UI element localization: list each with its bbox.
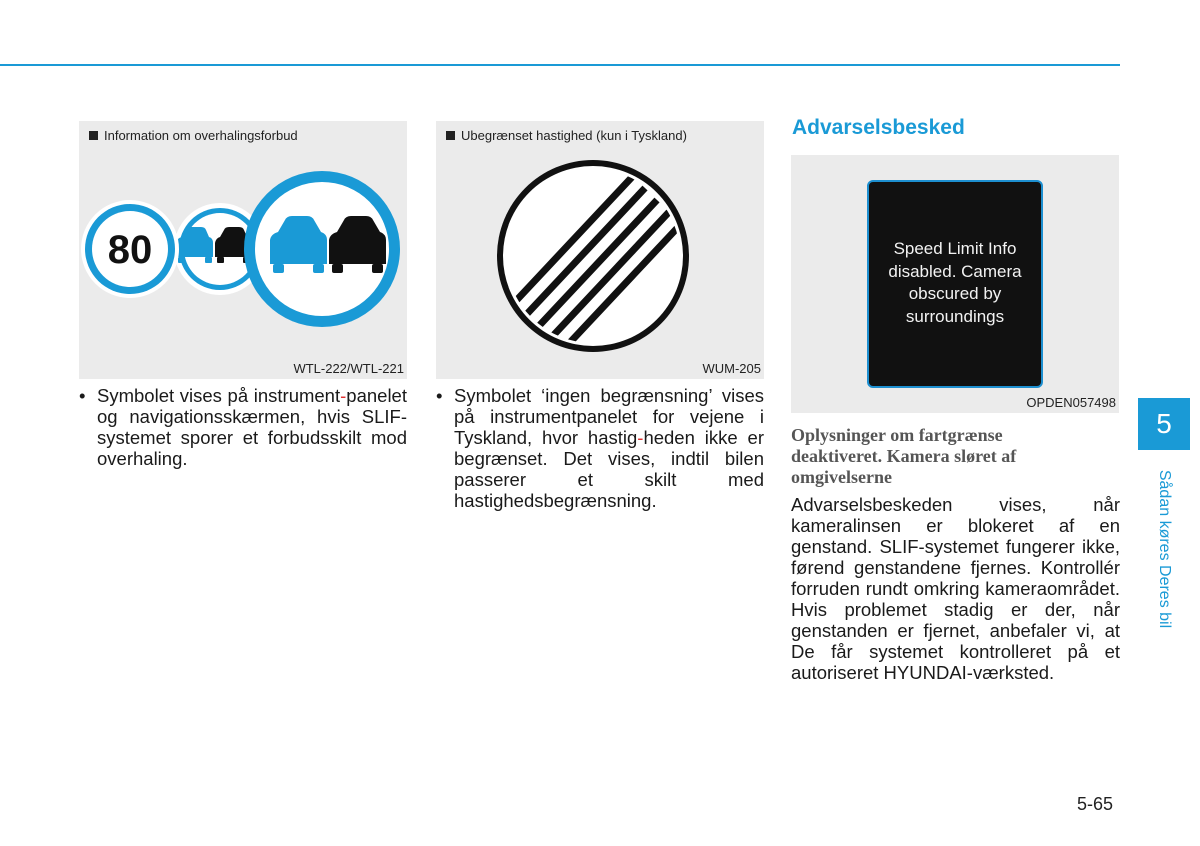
figure-overtaking: [79, 121, 407, 379]
body-paragraph: Advarselsbeskeden vises, når kameralinsen er blokeret af en genstand. SLIF-systemet fungerer ikke, førend genstandene fjernes. Kontrollér forruden rundt omkring kameraområdet. Hvis problemet stadig er der, når genstanden er fjernet, anbefaler vi, at De får systemet kontrolleret på et autoriseret HYUNDAI-værksted.: [791, 494, 1120, 683]
page-number: 5-65: [1077, 794, 1114, 814]
bullet-mark: •: [436, 385, 443, 406]
chapter-title: Sådan køres Deres bil: [1156, 469, 1173, 629]
figure-unlimited-speed: [436, 121, 764, 379]
bullet-unlimited: • Symbolet ‘ingen begrænsning’ vises på instrumentpanelet for vejene i Tyskland, hvor hastig-heden ikke er begrænset. Det vises, indtil bilen passerer et skilt med hastighedsbegrænsning.: [436, 385, 764, 511]
chapter-tab: 5: [1138, 398, 1190, 450]
bullet-mark: •: [79, 385, 86, 406]
section-title: Advarselsbesked: [792, 116, 965, 139]
figure-caption: Information om overhalingsforbud: [89, 128, 298, 143]
speed-limit-sign-icon: [81, 200, 179, 298]
bullet-overtaking: • Symbolet vises på instrument-panelet og navigationsskærmen, hvis SLIF-systemet sporer et forbudsskilt mod overhaling.: [79, 385, 407, 469]
figure-code: WTL-222/WTL-221: [293, 361, 404, 376]
figure-warning-message: [791, 155, 1119, 413]
figure-code: OPDEN057498: [1026, 395, 1116, 410]
no-overtaking-sign-icon: [244, 171, 400, 327]
figure-caption: Ubegrænset hastighed (kun i Tyskland): [446, 128, 687, 143]
subheading: Oplysninger om fartgrænse deaktiveret. Kamera sløret af omgivelserne: [791, 425, 1017, 487]
cluster-display: [867, 180, 1043, 388]
header-rule: [0, 64, 1120, 66]
overtaking-signs-illustration: [79, 121, 407, 379]
speed-sign-value: 80: [107, 228, 153, 272]
display-message: Speed Limit Info disabled. Camera obscured by surroundings: [888, 239, 1022, 326]
figure-code: WUM-205: [702, 361, 761, 376]
end-of-restrictions-sign-icon: [436, 121, 764, 379]
